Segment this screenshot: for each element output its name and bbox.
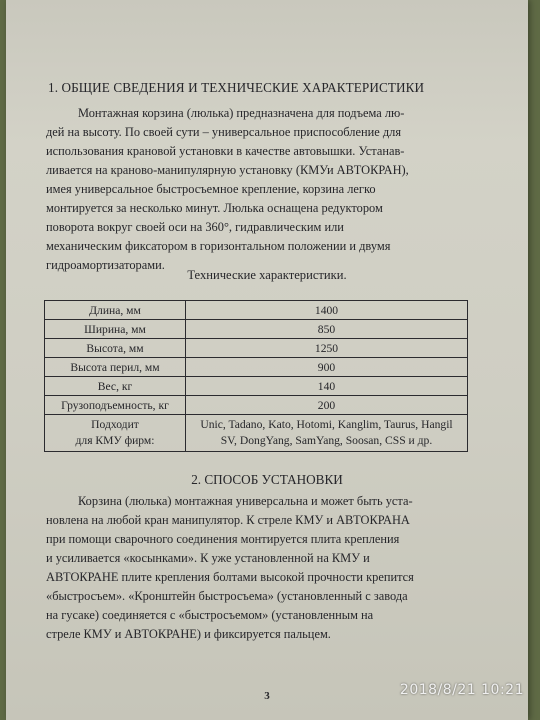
paragraph-line: при помощи сварочного соединения монтируется плита крепления xyxy=(46,532,400,546)
page-number: 3 xyxy=(264,690,270,702)
paragraph-line: монтируется за несколько минут. Люлька оснащена редуктором xyxy=(46,201,383,215)
section-1-heading: 1. ОБЩИЕ СВЕДЕНИЯ И ТЕХНИЧЕСКИЕ ХАРАКТЕРИСТИКИ xyxy=(48,80,425,95)
spec-value: 1400 xyxy=(186,301,468,320)
paragraph-line: механическим фиксатором в горизонтальном положении и двумя xyxy=(46,239,391,253)
paragraph-line: поворота вокруг своей оси на 360°, гидравлическим или xyxy=(46,220,344,234)
spec-value: 140 xyxy=(186,377,468,396)
paragraph-line: стреле КМУ и АВТОКРАНЕ) и фиксируется пальцем. xyxy=(46,627,331,641)
paragraph-line: использования крановой установки в качестве автовышки. Устанав- xyxy=(46,144,405,158)
table-row xyxy=(45,358,468,377)
spec-value: 900 xyxy=(186,358,468,377)
table-row xyxy=(45,301,468,320)
table-row xyxy=(45,396,468,415)
spec-label-line: Подходит xyxy=(91,418,139,431)
table-row xyxy=(45,415,468,452)
document-page xyxy=(6,0,528,720)
spec-value: 200 xyxy=(186,396,468,415)
paragraph-line: ливается на краново-манипулярную установку (КМУи АВТОКРАН), xyxy=(46,163,409,177)
spec-value-line: SV, DongYang, SamYang, Soosan, CSS и др. xyxy=(220,434,433,447)
spec-label: Высота, мм xyxy=(45,339,186,358)
paragraph-line: новлена на любой кран манипулятор. К стреле КМУ и АВТОКРАНА xyxy=(46,513,410,527)
spec-label: Длина, мм xyxy=(45,301,186,320)
spec-label-line: для КМУ фирм: xyxy=(75,434,155,447)
spec-label: Ширина, мм xyxy=(45,320,186,339)
table-row xyxy=(45,377,468,396)
paragraph-line: дей на высоту. По своей сути – универсальное приспособление для xyxy=(46,125,402,139)
spec-label xyxy=(45,415,186,452)
spec-value xyxy=(186,415,468,452)
paragraph-line: АВТОКРАНЕ плите крепления болтами высокой прочности крепится xyxy=(46,570,414,584)
spec-value: 1250 xyxy=(186,339,468,358)
section-2-heading: 2. СПОСОБ УСТАНОВКИ xyxy=(191,472,343,487)
section-1-paragraph xyxy=(46,104,480,275)
specs-table xyxy=(44,300,468,452)
specs-table-title: Технические характеристики. xyxy=(187,268,347,282)
spec-label: Высота перил, мм xyxy=(45,358,186,377)
paragraph-line: Монтажная корзина (люлька) предназначена для подъема лю- xyxy=(78,106,405,120)
paragraph-line: на гусаке) соединяется с «быстросъемом» (установленным на xyxy=(46,608,374,622)
section-2-paragraph xyxy=(46,492,480,644)
paragraph-line: гидроамортизаторами. xyxy=(46,258,165,272)
spec-label: Грузоподъемность, кг xyxy=(45,396,186,415)
spec-label: Вес, кг xyxy=(45,377,186,396)
spec-value-line: Unic, Tadano, Kato, Hotomi, Kanglim, Taurus, Hangil xyxy=(200,418,453,431)
table-row xyxy=(45,320,468,339)
paragraph-line: имея универсальное быстросъемное крепление, корзина легко xyxy=(46,182,376,196)
paragraph-line: «быстросъем». «Кронштейн быстросъема» (установленный с завода xyxy=(46,589,408,603)
paragraph-line: Корзина (люлька) монтажная универсальна и может быть уста- xyxy=(78,494,413,508)
spec-value: 850 xyxy=(186,320,468,339)
photo-timestamp: 2018/8/21 10:21 xyxy=(399,682,524,698)
paragraph-line: и усиливается «косынками». К уже установленной на КМУ и xyxy=(46,551,370,565)
table-row xyxy=(45,339,468,358)
